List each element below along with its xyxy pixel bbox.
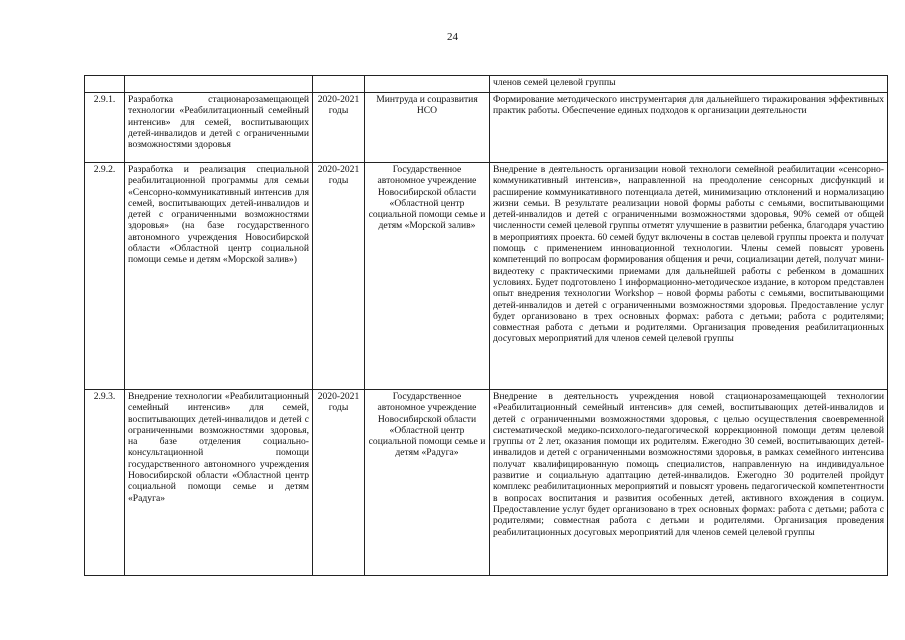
measure-result: Формирование методического инструментария для дальнейшего тиражирования эффективных практик работы. Обеспечение единых подходов к организации деятельности	[490, 93, 888, 163]
table-row	[85, 76, 888, 93]
measure-executor: Государственное автономное учреждение Новосибирской области «Областной центр социальной помощи семье и детям «Морской залив»	[365, 163, 490, 390]
measure-result: Внедрение в деятельность учреждения новой стационарозамещающей технологии «Реабилитационный семейный интенсив» для семей, воспитывающих детей-инвалидов и детей с ограниченными возможностями здоровья, с целью осуществления своевременной систематической медико-психолого-педагогической коррекционной помощи детям целевой группы от 2 лет, оказания помощи их родителям. Ежегодно 30 семей, воспитывающих детей-инвалидов и детей с ограниченными возможностями здоровья, в рамках семейного интенсива получат квалифицированную помощь специалистов, направленную на индивидуальное развитие и социальную адаптацию детей-инвалидов. Ежегодно 30 родителей пройдут комплекс реабилитационных мероприятий и повысят уровень педагогической компетентности в вопросах воспитания и развития особенных детей, активного вхождения в социум. Предоставление услуг будет организовано в трех основных формах: работа с детьми; работа с родителями; совместная работа с детьми и родителями. Организация проведения реабилитационных досуговых мероприятий для членов семей целевой группы	[490, 390, 888, 576]
measure-result: Внедрение в деятельность организации новой технологи семейной реабилитации «сенсорно-коммуникативный интенсив», направленной на преодоление сенсорных дисфункций и расширение коммуникативного потенциала детей, минимизацию отклонений и нормализацию жизни семьи. В результате реализации новой формы работы с семьями, воспитывающими детей-инвалидов и детей с ограниченными возможностями здоровья, 90% семей от общей численности семей целевой группы отметят улучшение в развитии ребенка, благодаря участию в мероприятиях проекта. 60 семей будут включены в состав целевой группы проекта и получат помощь с применением инновационной технологии. Члены семей повысят уровень компетенций по вопросам формирования общения и речи, социализации детей, получат мини-видеотеку с практическими приемами для дальнейшей работы с ребенком в домашних условиях. Будет подготовлено 1 информационно-методическое издание, в котором представлен опыт внедрения технологии Workshop – новой формы работы с семьями, воспитывающими детей-инвалидов и детей с ограниченными возможностями здоровья. Предоставление услуг будет организовано в трех основных формах: работа с детьми; работа с родителями; совместная работа с детьми и родителями. Организация проведения реабилитационных досуговых мероприятий для членов семей целевой группы	[490, 163, 888, 390]
row-number	[85, 76, 125, 93]
table-row	[85, 93, 888, 163]
measure-name: Разработка стационарозамещающей технологии «Реабилитационный семейный интенсив» для семей, воспитывающих детей-инвалидов и детей с ограниченными возможностями здоровья	[125, 93, 313, 163]
measure-name: Разработка и реализация специальной реабилитационной программы для семьи «Сенсорно-коммуникативный интенсив для семей, воспитывающих детей-инвалидов и детей с ограниченными возможностями здоровья» (на базе государственного автономного учреждения Новосибирской области «Областной центр социальной помощи семье и детям «Морской залив»)	[125, 163, 313, 390]
row-number: 2.9.2.	[85, 163, 125, 390]
measure-period: 2020-2021 годы	[313, 93, 365, 163]
measure-period: 2020-2021 годы	[313, 163, 365, 390]
measure-name	[125, 76, 313, 93]
measures-table	[84, 75, 888, 576]
measure-name: Внедрение технологии «Реабилитационный семейный интенсив» для семей, воспитывающих детей-инвалидов и детей с ограниченными возможностями здоровья, на базе отделения социально-консультационной помощи государственного автономного учреждения Новосибирской области «Областной центр социальной помощи семье и детям «Радуга»	[125, 390, 313, 576]
measure-executor: Минтруда и соцразвития НСО	[365, 93, 490, 163]
page-number: 24	[447, 31, 458, 43]
row-number: 2.9.1.	[85, 93, 125, 163]
measure-executor: Государственное автономное учреждение Новосибирской области «Областной центр социальной помощи семье и детям «Радуга»	[365, 390, 490, 576]
table-row	[85, 390, 888, 576]
measure-period	[313, 76, 365, 93]
measure-result: членов семей целевой группы	[490, 76, 888, 93]
measure-period: 2020-2021 годы	[313, 390, 365, 576]
row-number: 2.9.3.	[85, 390, 125, 576]
table-row	[85, 163, 888, 390]
measure-executor	[365, 76, 490, 93]
